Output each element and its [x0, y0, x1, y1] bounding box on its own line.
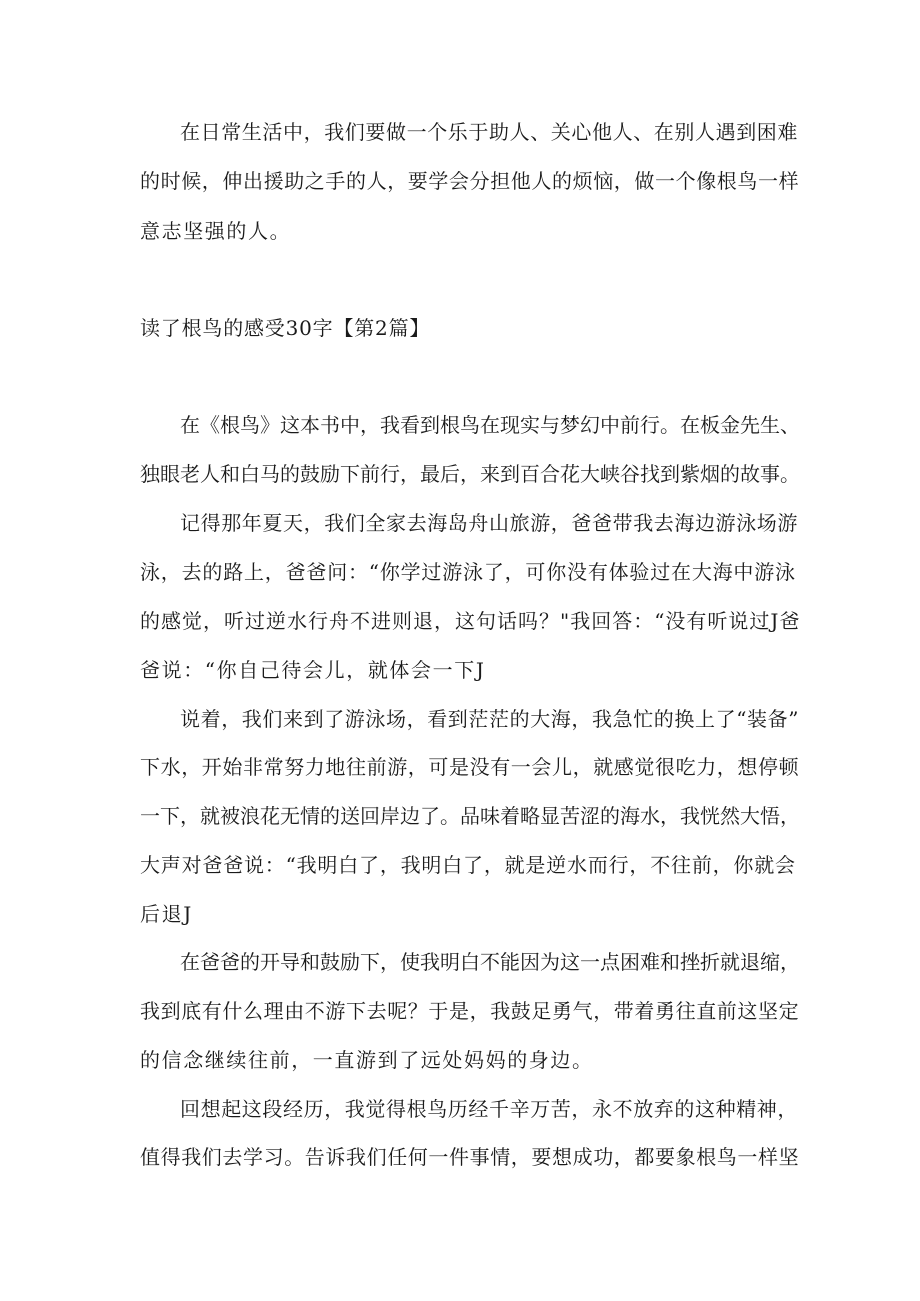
text-line: 的信念继续往前，一直游到了远处妈妈的身边。 — [140, 1048, 594, 1072]
text-line: 记得那年夏天，我们全家去海岛舟山旅游，爸爸带我去海边游泳场游 — [180, 511, 798, 535]
text-line: 在日常生活中，我们要做一个乐于助人、关心他人、在别人遇到困难 — [180, 120, 798, 144]
text-line: 我到底有什么理由不游下去呢？于是，我鼓足勇气，带着勇往直前这坚定 — [140, 999, 800, 1023]
text-line: 泳，去的路上，爸爸问：“你学过游泳了，可你没有体验过在大海中游泳 — [140, 560, 796, 584]
text-line: 回想起这段经历，我觉得根鸟历经千辛万苦，永不放弃的这种精神， — [180, 1097, 798, 1121]
text-line: 下水，开始非常努力地往前游，可是没有一会儿，就感觉很吃力，想停顿 — [140, 755, 800, 779]
text-line: 一下，就被浪花无情的送回岸边了。品味着略显苦涩的海水，我恍然大悟， — [140, 804, 800, 828]
text-line: 后退J — [140, 902, 193, 926]
text-line: 在《根鸟》这本书中，我看到根鸟在现实与梦幻中前行。在板金先生、 — [180, 413, 800, 437]
section-heading: 读了根鸟的感受30字【第2篇】 — [140, 316, 431, 340]
text-line: 说着，我们来到了游泳场，看到茫茫的大海，我急忙的换上了“装备” — [180, 707, 800, 731]
text-line: 爸说：“你自己待会儿，就体会一下J — [140, 658, 486, 682]
text-line: 意志坚强的人。 — [140, 219, 292, 243]
text-line: 的感觉，听过逆水行舟不进则退，这句话吗？"我回答：“没有听说过J爸 — [140, 609, 801, 633]
text-line: 在爸爸的开导和鼓励下，使我明白不能因为这一点困难和挫折就退缩， — [180, 950, 800, 974]
text-line: 大声对爸爸说：“我明白了，我明白了，就是逆水而行，不往前，你就会 — [140, 853, 796, 877]
text-line: 值得我们去学习。告诉我们任何一件事情，要想成功，都要象根鸟一样坚 — [140, 1145, 800, 1169]
text-line: 的时候，伸出援助之手的人，要学会分担他人的烦恼，做一个像根鸟一样 — [140, 169, 800, 193]
text-line: 独眼老人和白马的鼓励下前行，最后，来到百合花大峡谷找到紫烟的故事。 — [140, 462, 800, 486]
